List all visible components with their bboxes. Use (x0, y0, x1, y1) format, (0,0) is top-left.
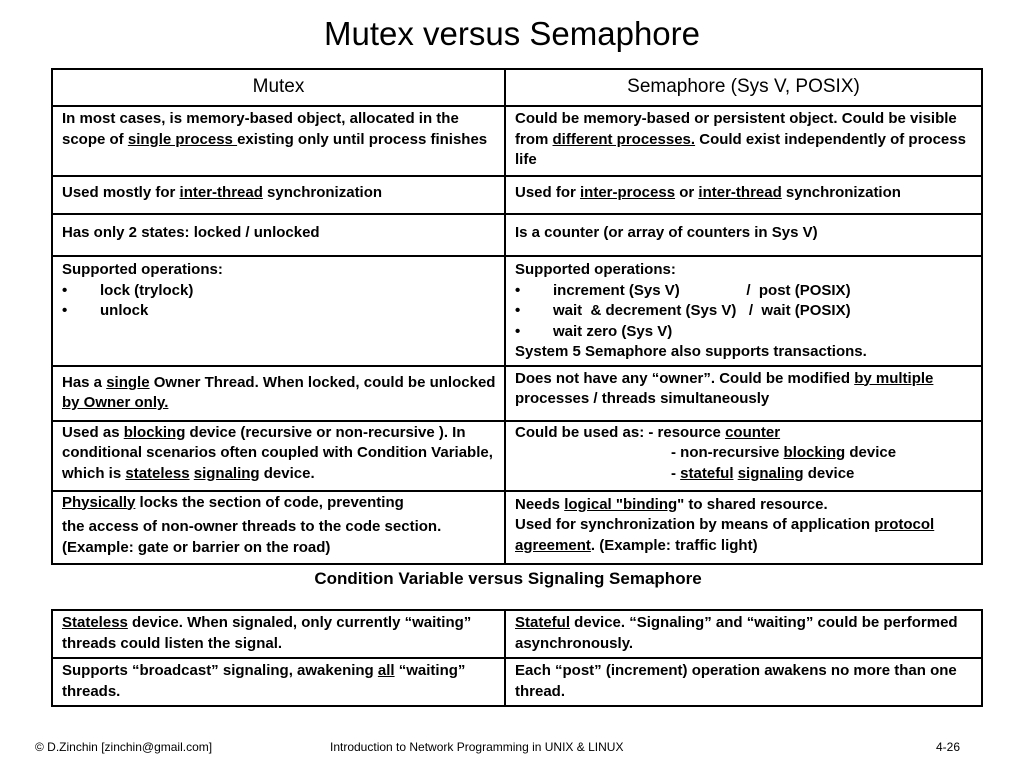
underlined-text: blocking (783, 444, 846, 461)
header-semaphore: Semaphore (Sys V, POSIX) (505, 69, 982, 106)
footer-course-title: Introduction to Network Programming in UNIX & LINUX (330, 740, 624, 754)
text-line (62, 493, 498, 514)
underlined-text: blocking (123, 423, 186, 441)
underlined-text: inter-thread (698, 184, 782, 201)
list-item-text: lock (trylock) (100, 281, 194, 299)
underlined-text: protocol agreement (515, 516, 935, 554)
underlined-text: different processes. (552, 130, 696, 148)
underlined-text: by multiple (854, 369, 934, 387)
text: Used for (515, 184, 581, 201)
table-header-row (52, 69, 982, 106)
signal-semaphore-cell: Each “post” (increment) operation awakens no more than one thread. (505, 658, 982, 706)
bullet: • (515, 281, 521, 299)
underlined-text: single (106, 373, 150, 391)
header-mutex: Mutex (52, 69, 505, 106)
underlined-text: stateless (125, 464, 190, 482)
text: Owner Thread. When locked, could be unlocked (149, 373, 496, 391)
list-item (515, 281, 975, 302)
text: Used as (62, 423, 124, 441)
list-item-text: unlock (100, 302, 149, 319)
text: Supports “broadcast” signaling, awakening (62, 662, 378, 679)
list-item (515, 322, 975, 343)
mutex-cell (52, 491, 505, 564)
text: Used for synchronization by means of application (515, 516, 875, 533)
text: . (Example: traffic light) (590, 536, 758, 554)
underlined-text: signaling (737, 464, 804, 482)
text-line: the access of non-owner threads to the code section. (Example: gate or barrier on the road) (62, 518, 442, 556)
text: existing only until process finishes (237, 130, 488, 148)
text: device (845, 444, 897, 461)
table-row (52, 214, 982, 256)
text: or (675, 184, 699, 201)
underlined-text: inter-thread (179, 184, 263, 201)
footer-copyright: © D.Zinchin [zinchin@gmail.com] (35, 740, 213, 754)
semaphore-cell (505, 421, 982, 491)
text: Needs (515, 495, 565, 513)
condvar-semaphore-table (51, 609, 983, 707)
text: device. “Signaling” and “waiting” could be performed asynchronously. (515, 614, 958, 652)
text: Could exist independently of process life (515, 130, 966, 168)
text: device (803, 464, 855, 482)
list-item-text: increment (Sys V) / post (POSIX) (553, 281, 851, 299)
underlined-text: by Owner only. (62, 394, 169, 411)
text: device (recursive or non-recursive ). In conditional scenarios often coupled with Condition Variable, which is (62, 423, 493, 482)
text: Could be used as: - resource (515, 423, 726, 441)
underlined-text: Physically (62, 493, 136, 511)
mutex-cell (52, 176, 505, 214)
text: Used mostly for (62, 184, 180, 201)
underlined-text: inter-process (580, 184, 676, 201)
text: Could be memory-based or persistent object. Could be visible from (515, 110, 957, 148)
signal-semaphore-cell (505, 610, 982, 658)
mutex-cell: Has only 2 states: locked / unlocked (52, 214, 505, 256)
text: synchronization (262, 184, 383, 201)
text: synchronization (781, 184, 901, 201)
underlined-text: all (377, 662, 395, 679)
usage-line (515, 423, 975, 444)
text: processes / threads simultaneously (515, 390, 770, 407)
mutex-cell (52, 421, 505, 491)
semaphore-cell: Is a counter (or array of counters in Sys V) (505, 214, 982, 256)
usage-line (515, 443, 975, 464)
semaphore-cell (505, 256, 982, 366)
underlined-text: counter (725, 423, 781, 441)
list-item-text: wait & decrement (Sys V) / wait (POSIX) (553, 302, 851, 319)
section-subtitle: Condition Variable versus Signaling Semaphore (314, 569, 702, 588)
text: device. When signaled, only currently “waiting” threads could listen the signal. (62, 614, 472, 652)
usage-line (515, 464, 975, 485)
bullet: • (62, 281, 68, 299)
table-row (52, 176, 982, 214)
mutex-cell (52, 256, 505, 366)
text: - non-recursive (671, 444, 784, 461)
operations-heading: Supported operations: (515, 261, 676, 278)
text: Has a (62, 373, 107, 391)
semaphore-cell (505, 366, 982, 421)
text: In most cases, is memory-based object, allocated in the scope of (62, 110, 459, 148)
underlined-text: stateful (680, 464, 734, 482)
condvar-cell (52, 610, 505, 658)
operations-heading: Supported operations: (62, 261, 223, 278)
mutex-semaphore-table (51, 68, 983, 565)
table-row (52, 658, 982, 706)
table-row (52, 491, 982, 564)
transactions-note: System 5 Semaphore also supports transactions. (515, 343, 867, 360)
list-item (515, 301, 975, 322)
condvar-cell (52, 658, 505, 706)
mutex-cell (52, 366, 505, 421)
semaphore-cell (505, 176, 982, 214)
bullet: • (515, 302, 521, 319)
semaphore-cell (505, 491, 982, 564)
mutex-cell (52, 106, 505, 176)
list-item (62, 301, 498, 322)
underlined-text: signaling (193, 464, 260, 482)
bullet: • (515, 322, 521, 340)
table-row (52, 256, 982, 366)
table-row (52, 366, 982, 421)
text: " to shared resource. (677, 495, 828, 513)
bullet: • (62, 302, 68, 319)
list-item (62, 281, 498, 302)
text: locks the section of code, preventing (135, 493, 404, 511)
table-row (52, 610, 982, 658)
underlined-text: logical "binding (564, 495, 678, 513)
text: Does not have any “owner”. Could be modified (515, 369, 855, 387)
table-row (52, 421, 982, 491)
text: “waiting” threads. (62, 662, 466, 700)
footer-page-number: 4-26 (936, 740, 961, 754)
text: device. (259, 464, 315, 482)
underlined-text: single process (127, 130, 238, 148)
slide-title: Mutex versus Semaphore (323, 15, 700, 52)
underlined-text: Stateful (515, 614, 571, 631)
underlined-text: Stateless (62, 614, 128, 631)
list-item-text: wait zero (Sys V) (553, 322, 673, 340)
semaphore-cell (505, 106, 982, 176)
table-row (52, 106, 982, 176)
text: - (671, 464, 681, 482)
